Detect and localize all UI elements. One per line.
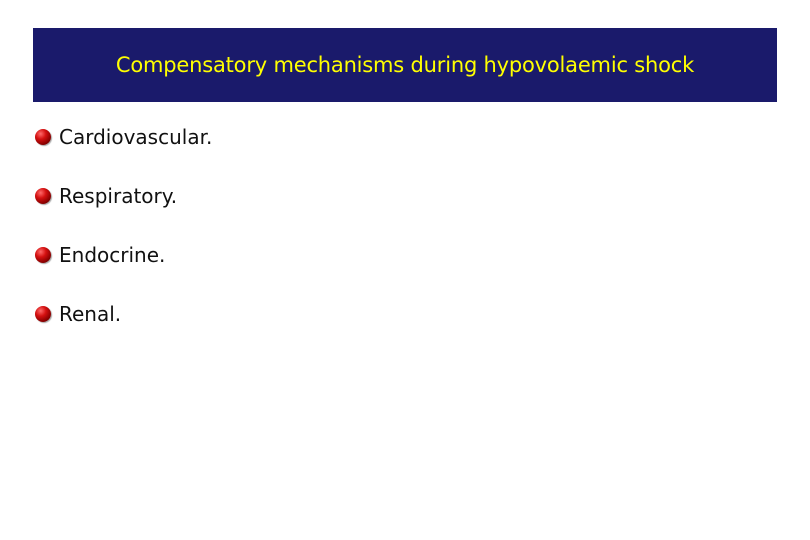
bullet-list (35, 122, 212, 358)
list-item-label: Cardiovascular. (59, 125, 213, 149)
list-item (35, 122, 212, 152)
list-item (35, 240, 212, 270)
bullet-icon (35, 129, 51, 145)
list-item-label: Respiratory. (59, 184, 178, 208)
slide-title: Compensatory mechanisms during hypovolaemic shock (115, 53, 695, 77)
list-item-label: Renal. (59, 302, 122, 326)
title-banner (33, 28, 777, 102)
list-item-label: Endocrine. (59, 243, 166, 267)
bullet-icon (35, 306, 51, 322)
list-item (35, 299, 212, 329)
list-item (35, 181, 212, 211)
bullet-icon (35, 247, 51, 263)
bullet-icon (35, 188, 51, 204)
